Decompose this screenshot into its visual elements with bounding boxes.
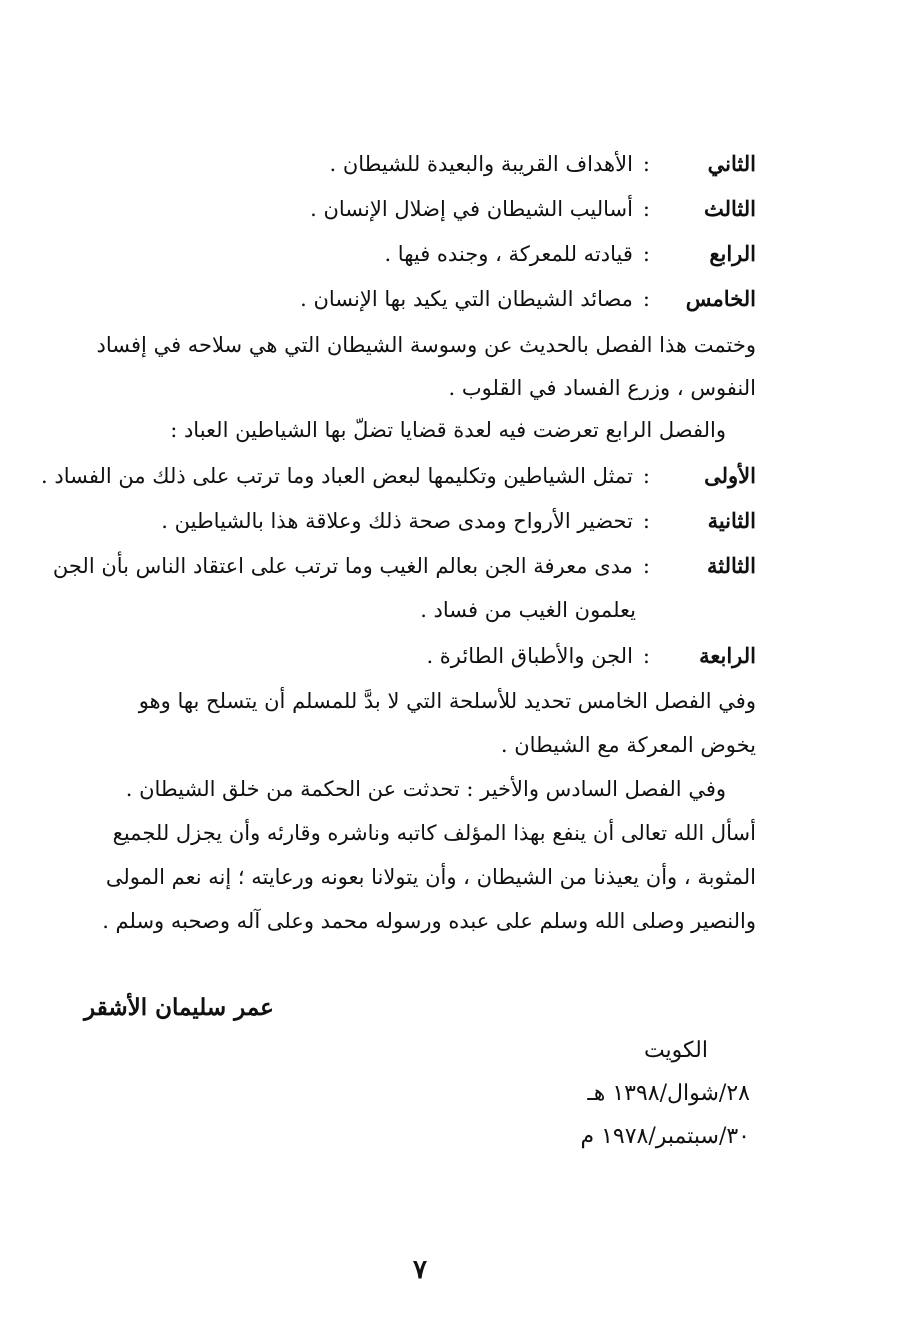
list-item: الثالث:أساليب الشيطان في إضلال الإنسان . — [160, 193, 756, 225]
list-item-continuation: يعلمون الغيب من فساد . — [420, 598, 636, 622]
paragraph-line: وفي الفصل الخامس تحديد للأسلحة التي لا بدَّ للمسلم أن يتسلح بها وهو — [138, 689, 756, 713]
list-item: الثانية:تحضير الأرواح ومدى صحة ذلك وعلاقة هذا بالشياطين . — [160, 505, 756, 537]
list-item: الثاني:الأهداف القريبة والبعيدة للشيطان . — [160, 148, 756, 180]
item-text: قيادته للمعركة ، وجنده فيها . — [384, 242, 633, 266]
item-text: تمثل الشياطين وتكليمها لبعض العباد وما ترتب على ذلك من الفساد . — [41, 464, 633, 488]
paragraph-line: والفصل الرابع تعرضت فيه لعدة قضايا تضلّ بها الشياطين العباد : — [170, 418, 726, 442]
item-text: أساليب الشيطان في إضلال الإنسان . — [310, 197, 633, 221]
list-item: الخامس:مصائد الشيطان التي يكيد بها الإنسان . — [160, 283, 756, 315]
item-label: الخامس — [685, 286, 756, 311]
paragraph-line: المثوبة ، وأن يعيذنا من الشيطان ، وأن يتولانا بعونه ورعايته ؛ إنه نعم المولى — [105, 865, 756, 889]
author-signature: عمر سليمان الأشقر — [84, 994, 274, 1021]
paragraph-line: أسأل الله تعالى أن ينفع بهذا المؤلف كاتبه وناشره وقارئه وأن يجزل للجميع — [112, 821, 756, 845]
paragraph-line: وختمت هذا الفصل بالحديث عن وسوسة الشيطان التي هي سلاحه في إفساد — [96, 333, 756, 357]
item-label: الثالث — [704, 196, 756, 221]
date-hijri: ٢٨/شوال/١٣٩٨ هـ — [587, 1081, 750, 1106]
list-item: الأولى:تمثل الشياطين وتكليمها لبعض العباد وما ترتب على ذلك من الفساد . — [78, 460, 756, 492]
item-label: الأولى — [704, 463, 756, 488]
list-item: الرابع:قيادته للمعركة ، وجنده فيها . — [160, 238, 756, 270]
paragraph-line: يخوض المعركة مع الشيطان . — [500, 733, 756, 757]
item-text: الأهداف القريبة والبعيدة للشيطان . — [329, 152, 633, 176]
list-item: الرابعة:الجن والأطباق الطائرة . — [160, 640, 756, 672]
item-text: تحضير الأرواح ومدى صحة ذلك وعلاقة هذا بالشياطين . — [161, 509, 633, 533]
page-number: ٧ — [413, 1255, 427, 1285]
paragraph-line: وفي الفصل السادس والأخير : تحدثت عن الحكمة من خلق الشيطان . — [125, 777, 726, 801]
list-item: الثالثة:مدى معرفة الجن بعالم الغيب وما ترتب على اعتقاد الناس بأن الجن — [78, 550, 756, 582]
item-label: الرابعة — [699, 643, 756, 668]
paragraph-line: والنصير وصلى الله وسلم على عبده ورسوله محمد وعلى آله وصحبه وسلم . — [102, 909, 756, 933]
place-name: الكويت — [643, 1038, 708, 1063]
item-text: مدى معرفة الجن بعالم الغيب وما ترتب على اعتقاد الناس بأن الجن — [52, 554, 633, 578]
item-text: مصائد الشيطان التي يكيد بها الإنسان . — [300, 287, 633, 311]
item-label: الرابع — [709, 241, 756, 266]
paragraph-line: النفوس ، وزرع الفساد في القلوب . — [448, 376, 756, 400]
item-label: الثالثة — [707, 553, 756, 578]
date-gregorian: ٣٠/سبتمبر/١٩٧٨ م — [580, 1124, 750, 1149]
item-label: الثاني — [707, 151, 756, 176]
item-text: الجن والأطباق الطائرة . — [426, 644, 633, 668]
item-label: الثانية — [707, 508, 756, 533]
